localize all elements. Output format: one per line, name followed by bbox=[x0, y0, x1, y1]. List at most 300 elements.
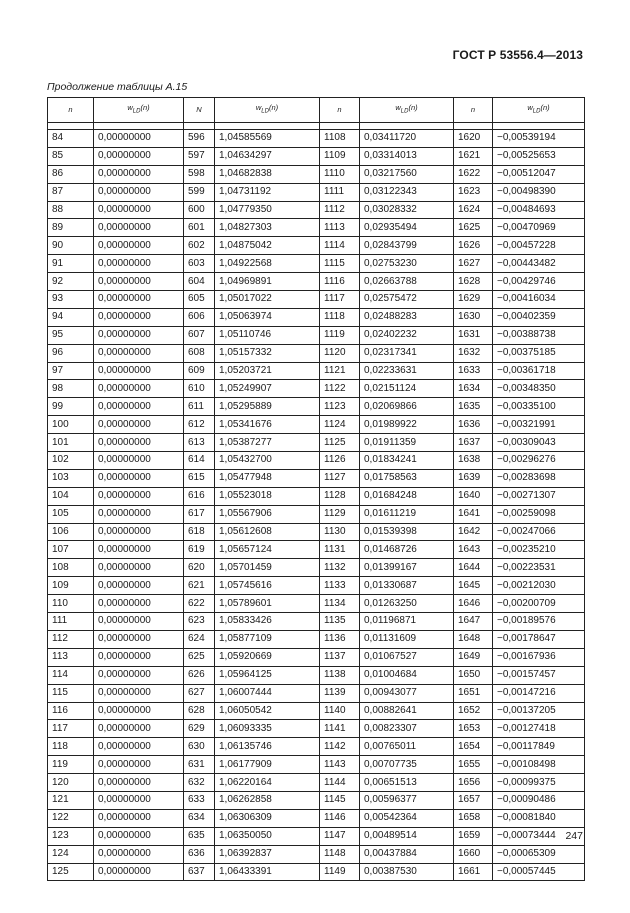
table-cell: 0,00000000 bbox=[94, 165, 184, 183]
table-cell: 0,00000000 bbox=[94, 791, 184, 809]
table-cell: 1635 bbox=[454, 398, 493, 416]
table-cell: 625 bbox=[184, 648, 215, 666]
table-cell: 1133 bbox=[320, 577, 360, 595]
table-cell: 0,00596377 bbox=[360, 791, 454, 809]
spacer-cell bbox=[320, 123, 360, 130]
table-row bbox=[48, 845, 585, 863]
table-row bbox=[48, 541, 585, 559]
table-cell: 0,00000000 bbox=[94, 362, 184, 380]
table-cell: 1,05432700 bbox=[215, 452, 320, 470]
table-row bbox=[48, 613, 585, 631]
table-cell: 636 bbox=[184, 845, 215, 863]
table-cell: −0,00498390 bbox=[493, 183, 585, 201]
table-cell: 611 bbox=[184, 398, 215, 416]
table-cell: 0,00000000 bbox=[94, 326, 184, 344]
table-cell: 96 bbox=[48, 344, 94, 362]
table-cell: 1657 bbox=[454, 791, 493, 809]
table-cell: 0,01684248 bbox=[360, 487, 454, 505]
table-cell: 1,05063974 bbox=[215, 308, 320, 326]
table-cell: 628 bbox=[184, 702, 215, 720]
table-cell: 608 bbox=[184, 344, 215, 362]
page-number: 247 bbox=[565, 830, 583, 842]
table-row bbox=[48, 201, 585, 219]
table-cell: 1620 bbox=[454, 130, 493, 148]
table-row bbox=[48, 577, 585, 595]
table-cell: 0,00000000 bbox=[94, 434, 184, 452]
table-cell: 0,00000000 bbox=[94, 809, 184, 827]
table-cell: 605 bbox=[184, 291, 215, 309]
table-cell: 0,00000000 bbox=[94, 147, 184, 165]
table-cell: 1148 bbox=[320, 845, 360, 863]
table-cell: 1,05523018 bbox=[215, 487, 320, 505]
table-cell: 1116 bbox=[320, 273, 360, 291]
table-cell: 1661 bbox=[454, 863, 493, 881]
table-cell: 1,04779350 bbox=[215, 201, 320, 219]
table-cell: 89 bbox=[48, 219, 94, 237]
table-cell: 0,00000000 bbox=[94, 487, 184, 505]
table-cell: 98 bbox=[48, 380, 94, 398]
table-row bbox=[48, 237, 585, 255]
table-row bbox=[48, 809, 585, 827]
table-cell: 1,05295889 bbox=[215, 398, 320, 416]
spacer-cell bbox=[94, 123, 184, 130]
table-cell: 90 bbox=[48, 237, 94, 255]
table-cell: 1110 bbox=[320, 165, 360, 183]
table-cell: −0,00137205 bbox=[493, 702, 585, 720]
table-cell: 119 bbox=[48, 756, 94, 774]
table-cell: 1656 bbox=[454, 774, 493, 792]
column-header: n bbox=[320, 98, 360, 123]
table-row bbox=[48, 344, 585, 362]
table-cell: 0,00000000 bbox=[94, 595, 184, 613]
table-cell: 1626 bbox=[454, 237, 493, 255]
table-cell: 1124 bbox=[320, 416, 360, 434]
table-cell: 0,00000000 bbox=[94, 291, 184, 309]
table-cell: 0,00882641 bbox=[360, 702, 454, 720]
table-row bbox=[48, 130, 585, 148]
table-cell: 1640 bbox=[454, 487, 493, 505]
table-cell: 1647 bbox=[454, 613, 493, 631]
table-cell: 615 bbox=[184, 469, 215, 487]
table-cell: 100 bbox=[48, 416, 94, 434]
table-cell: 1,05701459 bbox=[215, 559, 320, 577]
table-cell: 0,00000000 bbox=[94, 183, 184, 201]
table-cell: 0,00437884 bbox=[360, 845, 454, 863]
table-cell: 0,02935494 bbox=[360, 219, 454, 237]
table-cell: 0,00000000 bbox=[94, 756, 184, 774]
table-cell: 603 bbox=[184, 255, 215, 273]
table-cell: −0,00147216 bbox=[493, 684, 585, 702]
table-cell: 1130 bbox=[320, 523, 360, 541]
table-cell: 1127 bbox=[320, 469, 360, 487]
table-cell: 0,01758563 bbox=[360, 469, 454, 487]
table-row bbox=[48, 308, 585, 326]
table-cell: 1,05964125 bbox=[215, 666, 320, 684]
table-cell: 1111 bbox=[320, 183, 360, 201]
table-cell: 1636 bbox=[454, 416, 493, 434]
standard-header: ГОСТ Р 53556.4—2013 bbox=[452, 48, 583, 62]
table-cell: 0,00000000 bbox=[94, 452, 184, 470]
table-cell: −0,00484693 bbox=[493, 201, 585, 219]
table-cell: 115 bbox=[48, 684, 94, 702]
spacer-cell bbox=[48, 123, 94, 130]
table-cell: 597 bbox=[184, 147, 215, 165]
table-cell: −0,00178647 bbox=[493, 630, 585, 648]
table-cell: −0,00057445 bbox=[493, 863, 585, 881]
table-cell: 1122 bbox=[320, 380, 360, 398]
table-cell: 0,00000000 bbox=[94, 613, 184, 631]
table-cell: 1136 bbox=[320, 630, 360, 648]
table-cell: −0,00157457 bbox=[493, 666, 585, 684]
table-cell: 1621 bbox=[454, 147, 493, 165]
table-cell: −0,00416034 bbox=[493, 291, 585, 309]
table-cell: −0,00388738 bbox=[493, 326, 585, 344]
table-cell: 1,04682838 bbox=[215, 165, 320, 183]
table-cell: 1660 bbox=[454, 845, 493, 863]
table-cell: 1139 bbox=[320, 684, 360, 702]
table-cell: 609 bbox=[184, 362, 215, 380]
table-cell: −0,00108498 bbox=[493, 756, 585, 774]
table-cell: 600 bbox=[184, 201, 215, 219]
table-cell: 105 bbox=[48, 505, 94, 523]
table-cell: 125 bbox=[48, 863, 94, 881]
table-cell: −0,00443482 bbox=[493, 255, 585, 273]
table-cell: −0,00539194 bbox=[493, 130, 585, 148]
table-cell: 627 bbox=[184, 684, 215, 702]
table-cell: 1,05203721 bbox=[215, 362, 320, 380]
data-table bbox=[47, 97, 585, 881]
table-cell: −0,00512047 bbox=[493, 165, 585, 183]
table-cell: 88 bbox=[48, 201, 94, 219]
table-cell: −0,00212030 bbox=[493, 577, 585, 595]
table-cell: 601 bbox=[184, 219, 215, 237]
table-cell: 1,06262858 bbox=[215, 791, 320, 809]
table-cell: 0,01989922 bbox=[360, 416, 454, 434]
table-cell: 0,00000000 bbox=[94, 827, 184, 845]
table-cell: 0,00000000 bbox=[94, 237, 184, 255]
table-cell: 0,01468726 bbox=[360, 541, 454, 559]
table-cell: 1646 bbox=[454, 595, 493, 613]
table-row bbox=[48, 380, 585, 398]
table-cell: 0,00000000 bbox=[94, 702, 184, 720]
table-cell: 0,01004684 bbox=[360, 666, 454, 684]
table-cell: 624 bbox=[184, 630, 215, 648]
table-row bbox=[48, 756, 585, 774]
table-cell: 0,00000000 bbox=[94, 344, 184, 362]
table-cell: 1654 bbox=[454, 738, 493, 756]
table-cell: 1643 bbox=[454, 541, 493, 559]
table-cell: 626 bbox=[184, 666, 215, 684]
table-cell: 622 bbox=[184, 595, 215, 613]
table-cell: 1,05789601 bbox=[215, 595, 320, 613]
spacer-cell bbox=[493, 123, 585, 130]
table-cell: −0,00348350 bbox=[493, 380, 585, 398]
table-row bbox=[48, 523, 585, 541]
table-cell: 1140 bbox=[320, 702, 360, 720]
table-row bbox=[48, 702, 585, 720]
table-cell: 0,00000000 bbox=[94, 255, 184, 273]
table-cell: 0,00000000 bbox=[94, 273, 184, 291]
table-cell: 1,05341676 bbox=[215, 416, 320, 434]
table-cell: 0,00000000 bbox=[94, 308, 184, 326]
table-cell: 1,06177909 bbox=[215, 756, 320, 774]
spacer-cell bbox=[215, 123, 320, 130]
table-cell: 623 bbox=[184, 613, 215, 631]
table-row bbox=[48, 505, 585, 523]
table-cell: 0,00000000 bbox=[94, 630, 184, 648]
table-cell: 121 bbox=[48, 791, 94, 809]
table-cell: −0,00099375 bbox=[493, 774, 585, 792]
table-cell: 1143 bbox=[320, 756, 360, 774]
table-cell: 1121 bbox=[320, 362, 360, 380]
table-cell: 99 bbox=[48, 398, 94, 416]
table-cell: 0,00000000 bbox=[94, 380, 184, 398]
column-header: $w_{LD}(n)$ bbox=[360, 98, 454, 123]
table-cell: 610 bbox=[184, 380, 215, 398]
table-cell: 1642 bbox=[454, 523, 493, 541]
table-cell: 637 bbox=[184, 863, 215, 881]
table-cell: 1,06392837 bbox=[215, 845, 320, 863]
table-cell: 0,00489514 bbox=[360, 827, 454, 845]
table-cell: 613 bbox=[184, 434, 215, 452]
table-row bbox=[48, 774, 585, 792]
table-cell: 97 bbox=[48, 362, 94, 380]
table-cell: 0,01539398 bbox=[360, 523, 454, 541]
table-cell: 1119 bbox=[320, 326, 360, 344]
table-row bbox=[48, 362, 585, 380]
table-cell: 0,00000000 bbox=[94, 398, 184, 416]
table-cell: 618 bbox=[184, 523, 215, 541]
table-cell: 103 bbox=[48, 469, 94, 487]
table-cell: 0,00000000 bbox=[94, 577, 184, 595]
table-cell: 621 bbox=[184, 577, 215, 595]
table-cell: −0,00283698 bbox=[493, 469, 585, 487]
table-cell: 1639 bbox=[454, 469, 493, 487]
table-cell: 1147 bbox=[320, 827, 360, 845]
table-cell: 0,02317341 bbox=[360, 344, 454, 362]
table-cell: 0,02575472 bbox=[360, 291, 454, 309]
table-cell: 1,04969891 bbox=[215, 273, 320, 291]
table-cell: 1145 bbox=[320, 791, 360, 809]
table-cell: 0,03122343 bbox=[360, 183, 454, 201]
table-cell: 1624 bbox=[454, 201, 493, 219]
table-cell: −0,00271307 bbox=[493, 487, 585, 505]
table-cell: 1637 bbox=[454, 434, 493, 452]
table-cell: 599 bbox=[184, 183, 215, 201]
table-row bbox=[48, 827, 585, 845]
table-cell: 0,00387530 bbox=[360, 863, 454, 881]
table-cell: 1113 bbox=[320, 219, 360, 237]
table-cell: 102 bbox=[48, 452, 94, 470]
table-cell: 0,00000000 bbox=[94, 863, 184, 881]
table-row bbox=[48, 147, 585, 165]
table-cell: −0,00189576 bbox=[493, 613, 585, 631]
table-cell: −0,00402359 bbox=[493, 308, 585, 326]
table-cell: 1622 bbox=[454, 165, 493, 183]
table-row bbox=[48, 487, 585, 505]
table-cell: 1625 bbox=[454, 219, 493, 237]
table-cell: 1655 bbox=[454, 756, 493, 774]
table-cell: 116 bbox=[48, 702, 94, 720]
table-cell: 1126 bbox=[320, 452, 360, 470]
table-cell: 1649 bbox=[454, 648, 493, 666]
table-cell: 1114 bbox=[320, 237, 360, 255]
table-cell: 0,00000000 bbox=[94, 416, 184, 434]
table-row bbox=[48, 452, 585, 470]
table-cell: 107 bbox=[48, 541, 94, 559]
table-row bbox=[48, 273, 585, 291]
table-cell: 634 bbox=[184, 809, 215, 827]
table-cell: 0,00000000 bbox=[94, 559, 184, 577]
table-cell: −0,00200709 bbox=[493, 595, 585, 613]
table-cell: 109 bbox=[48, 577, 94, 595]
table-cell: 1,04827303 bbox=[215, 219, 320, 237]
column-header: $w_{LD}(n)$ bbox=[215, 98, 320, 123]
table-cell: 0,03314013 bbox=[360, 147, 454, 165]
table-cell: 112 bbox=[48, 630, 94, 648]
table-cell: 84 bbox=[48, 130, 94, 148]
table-cell: −0,00235210 bbox=[493, 541, 585, 559]
spacer-cell bbox=[454, 123, 493, 130]
table-cell: 114 bbox=[48, 666, 94, 684]
spacer-cell bbox=[360, 123, 454, 130]
table-cell: 1,04634297 bbox=[215, 147, 320, 165]
table-cell: 1,06093335 bbox=[215, 720, 320, 738]
table-cell: 1128 bbox=[320, 487, 360, 505]
table-cell: 0,02843799 bbox=[360, 237, 454, 255]
table-cell: 1,06007444 bbox=[215, 684, 320, 702]
table-cell: 1631 bbox=[454, 326, 493, 344]
table-row bbox=[48, 291, 585, 309]
table-row bbox=[48, 595, 585, 613]
table-cell: 0,01196871 bbox=[360, 613, 454, 631]
table-cell: −0,00296276 bbox=[493, 452, 585, 470]
table-cell: 617 bbox=[184, 505, 215, 523]
header-spacer-row bbox=[48, 123, 585, 130]
table-cell: 0,01131609 bbox=[360, 630, 454, 648]
table-cell: 602 bbox=[184, 237, 215, 255]
table-cell: 0,03411720 bbox=[360, 130, 454, 148]
table-cell: 0,03217560 bbox=[360, 165, 454, 183]
table-cell: 0,00000000 bbox=[94, 523, 184, 541]
table-cell: 0,00000000 bbox=[94, 469, 184, 487]
table-cell: 616 bbox=[184, 487, 215, 505]
table-cell: 106 bbox=[48, 523, 94, 541]
table-cell: 1,05387277 bbox=[215, 434, 320, 452]
table-cell: 0,00000000 bbox=[94, 774, 184, 792]
table-cell: 1658 bbox=[454, 809, 493, 827]
table-cell: 0,01263250 bbox=[360, 595, 454, 613]
table-cell: 0,02233631 bbox=[360, 362, 454, 380]
table-row bbox=[48, 183, 585, 201]
table-cell: −0,00247066 bbox=[493, 523, 585, 541]
table-cell: 1118 bbox=[320, 308, 360, 326]
table-cell: 1648 bbox=[454, 630, 493, 648]
table-cell: 0,00000000 bbox=[94, 845, 184, 863]
table-cell: 1,06433391 bbox=[215, 863, 320, 881]
table-cell: 1,05249907 bbox=[215, 380, 320, 398]
table-cell: 633 bbox=[184, 791, 215, 809]
table-cell: 86 bbox=[48, 165, 94, 183]
table-row bbox=[48, 255, 585, 273]
table-cell: 1134 bbox=[320, 595, 360, 613]
table-cell: 0,00000000 bbox=[94, 720, 184, 738]
table-cell: −0,00090486 bbox=[493, 791, 585, 809]
table-row bbox=[48, 684, 585, 702]
table-cell: 91 bbox=[48, 255, 94, 273]
table-cell: 1149 bbox=[320, 863, 360, 881]
table-cell: −0,00321991 bbox=[493, 416, 585, 434]
table-cell: 1,06306309 bbox=[215, 809, 320, 827]
table-cell: 1633 bbox=[454, 362, 493, 380]
table-cell: −0,00065309 bbox=[493, 845, 585, 863]
table-cell: 1623 bbox=[454, 183, 493, 201]
table-cell: 1653 bbox=[454, 720, 493, 738]
table-cell: −0,00457228 bbox=[493, 237, 585, 255]
table-cell: −0,00429746 bbox=[493, 273, 585, 291]
table-cell: 1,05920669 bbox=[215, 648, 320, 666]
table-cell: 0,00000000 bbox=[94, 684, 184, 702]
table-row bbox=[48, 326, 585, 344]
table-cell: −0,00167936 bbox=[493, 648, 585, 666]
table-cell: 1123 bbox=[320, 398, 360, 416]
table-cell: 1109 bbox=[320, 147, 360, 165]
table-cell: 1137 bbox=[320, 648, 360, 666]
table-cell: 1638 bbox=[454, 452, 493, 470]
spacer-cell bbox=[184, 123, 215, 130]
table-cell: 629 bbox=[184, 720, 215, 738]
table-cell: 113 bbox=[48, 648, 94, 666]
table-cell: 0,02663788 bbox=[360, 273, 454, 291]
table-cell: 1146 bbox=[320, 809, 360, 827]
table-cell: −0,00117849 bbox=[493, 738, 585, 756]
table-cell: 1,06220164 bbox=[215, 774, 320, 792]
table-cell: −0,00073444 bbox=[493, 827, 585, 845]
table-cell: 1,04875042 bbox=[215, 237, 320, 255]
table-cell: 110 bbox=[48, 595, 94, 613]
table-cell: 0,00000000 bbox=[94, 648, 184, 666]
table-cell: 0,00823307 bbox=[360, 720, 454, 738]
table-cell: 118 bbox=[48, 738, 94, 756]
table-cell: 108 bbox=[48, 559, 94, 577]
table-header-row bbox=[48, 98, 585, 123]
table-cell: 0,01399167 bbox=[360, 559, 454, 577]
table-cell: 122 bbox=[48, 809, 94, 827]
table-cell: −0,00223531 bbox=[493, 559, 585, 577]
table-row bbox=[48, 416, 585, 434]
table-cell: 1,05833426 bbox=[215, 613, 320, 631]
table-row bbox=[48, 863, 585, 881]
table-cell: 598 bbox=[184, 165, 215, 183]
table-cell: 1652 bbox=[454, 702, 493, 720]
table-cell: 94 bbox=[48, 308, 94, 326]
table-cell: 1135 bbox=[320, 613, 360, 631]
table-cell: 1141 bbox=[320, 720, 360, 738]
table-cell: 0,00542364 bbox=[360, 809, 454, 827]
table-cell: 104 bbox=[48, 487, 94, 505]
table-cell: 120 bbox=[48, 774, 94, 792]
table-cell: 1138 bbox=[320, 666, 360, 684]
table-cell: 0,00000000 bbox=[94, 738, 184, 756]
table-cell: 85 bbox=[48, 147, 94, 165]
table-row bbox=[48, 398, 585, 416]
column-header: $w_{LD}(n)$ bbox=[94, 98, 184, 123]
table-cell: −0,00309043 bbox=[493, 434, 585, 452]
table-cell: 1108 bbox=[320, 130, 360, 148]
table-cell: 0,00707735 bbox=[360, 756, 454, 774]
table-row bbox=[48, 219, 585, 237]
table-cell: 1,05612608 bbox=[215, 523, 320, 541]
